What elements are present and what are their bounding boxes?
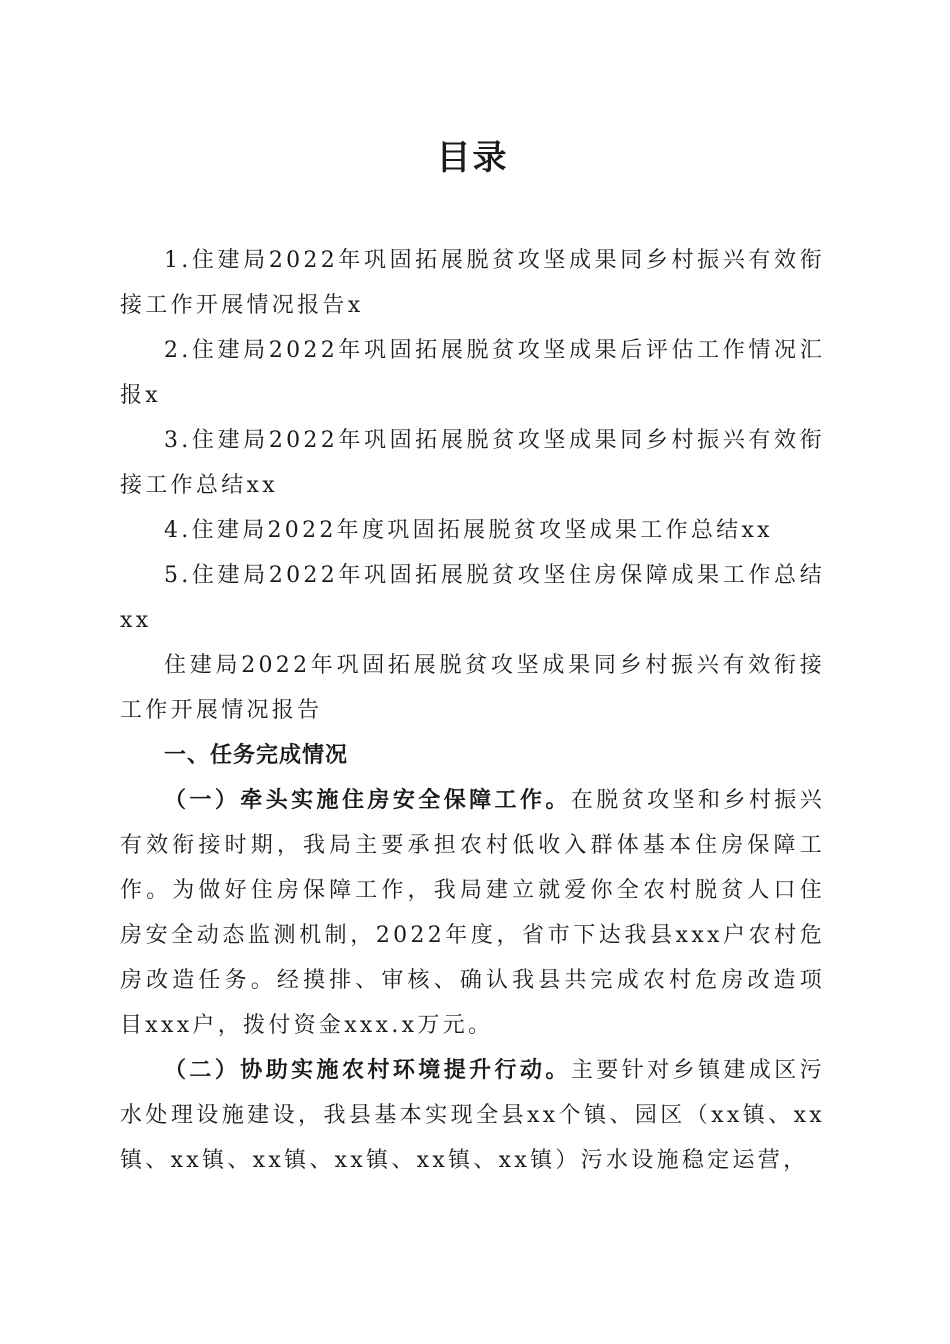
toc-item[interactable]: 3.住建局2022年巩固拓展脱贫攻坚成果同乡村振兴有效衔接工作总结xx bbox=[120, 428, 825, 498]
paragraph-lead: （二）协助实施农村环境提升行动。 bbox=[164, 1057, 571, 1083]
toc-item[interactable]: 1.住建局2022年巩固拓展脱贫攻坚成果同乡村振兴有效衔接工作开展情况报告x bbox=[120, 248, 825, 318]
paragraph-body: 在脱贫攻坚和乡村振兴有效衔接时期，我局主要承担农村低收入群体基本住房保障工作。为做好住房保障工作，我局建立就爱你全农村脱贫人口住房安全动态监测机制，2022年度，省市下达我县xxx户农村危房改造任务。经摸排、审核、确认我县共完成农村危房改造项目xxx户，拨付资金xxx.x万元。 bbox=[120, 788, 825, 1038]
toc-item[interactable]: 4.住建局2022年度巩固拓展脱贫攻坚成果工作总结xx bbox=[164, 518, 773, 543]
paragraph-body: 主要针对乡镇建成区污水处理设施建设，我县基本实现全县xx个镇、园区（xx镇、xx镇、xx镇、xx镇、xx镇、xx镇、xx镇）污水设施稳定运营， bbox=[120, 1058, 825, 1173]
section-heading: 一、任务完成情况 bbox=[164, 743, 349, 768]
toc-item[interactable]: 2.住建局2022年巩固拓展脱贫攻坚成果后评估工作情况汇报x bbox=[120, 338, 825, 408]
body-paragraph bbox=[120, 778, 825, 1048]
report-title: 住建局2022年巩固拓展脱贫攻坚成果同乡村振兴有效衔接工作开展情况报告 bbox=[120, 653, 825, 723]
document-title: 目录 bbox=[436, 138, 509, 178]
table-of-contents bbox=[120, 238, 825, 643]
paragraph-lead: （一）牵头实施住房安全保障工作。 bbox=[164, 787, 571, 813]
document-page bbox=[120, 130, 825, 1183]
body-paragraph bbox=[120, 1048, 825, 1183]
toc-item[interactable]: 5.住建局2022年巩固拓展脱贫攻坚住房保障成果工作总结xx bbox=[120, 563, 825, 633]
